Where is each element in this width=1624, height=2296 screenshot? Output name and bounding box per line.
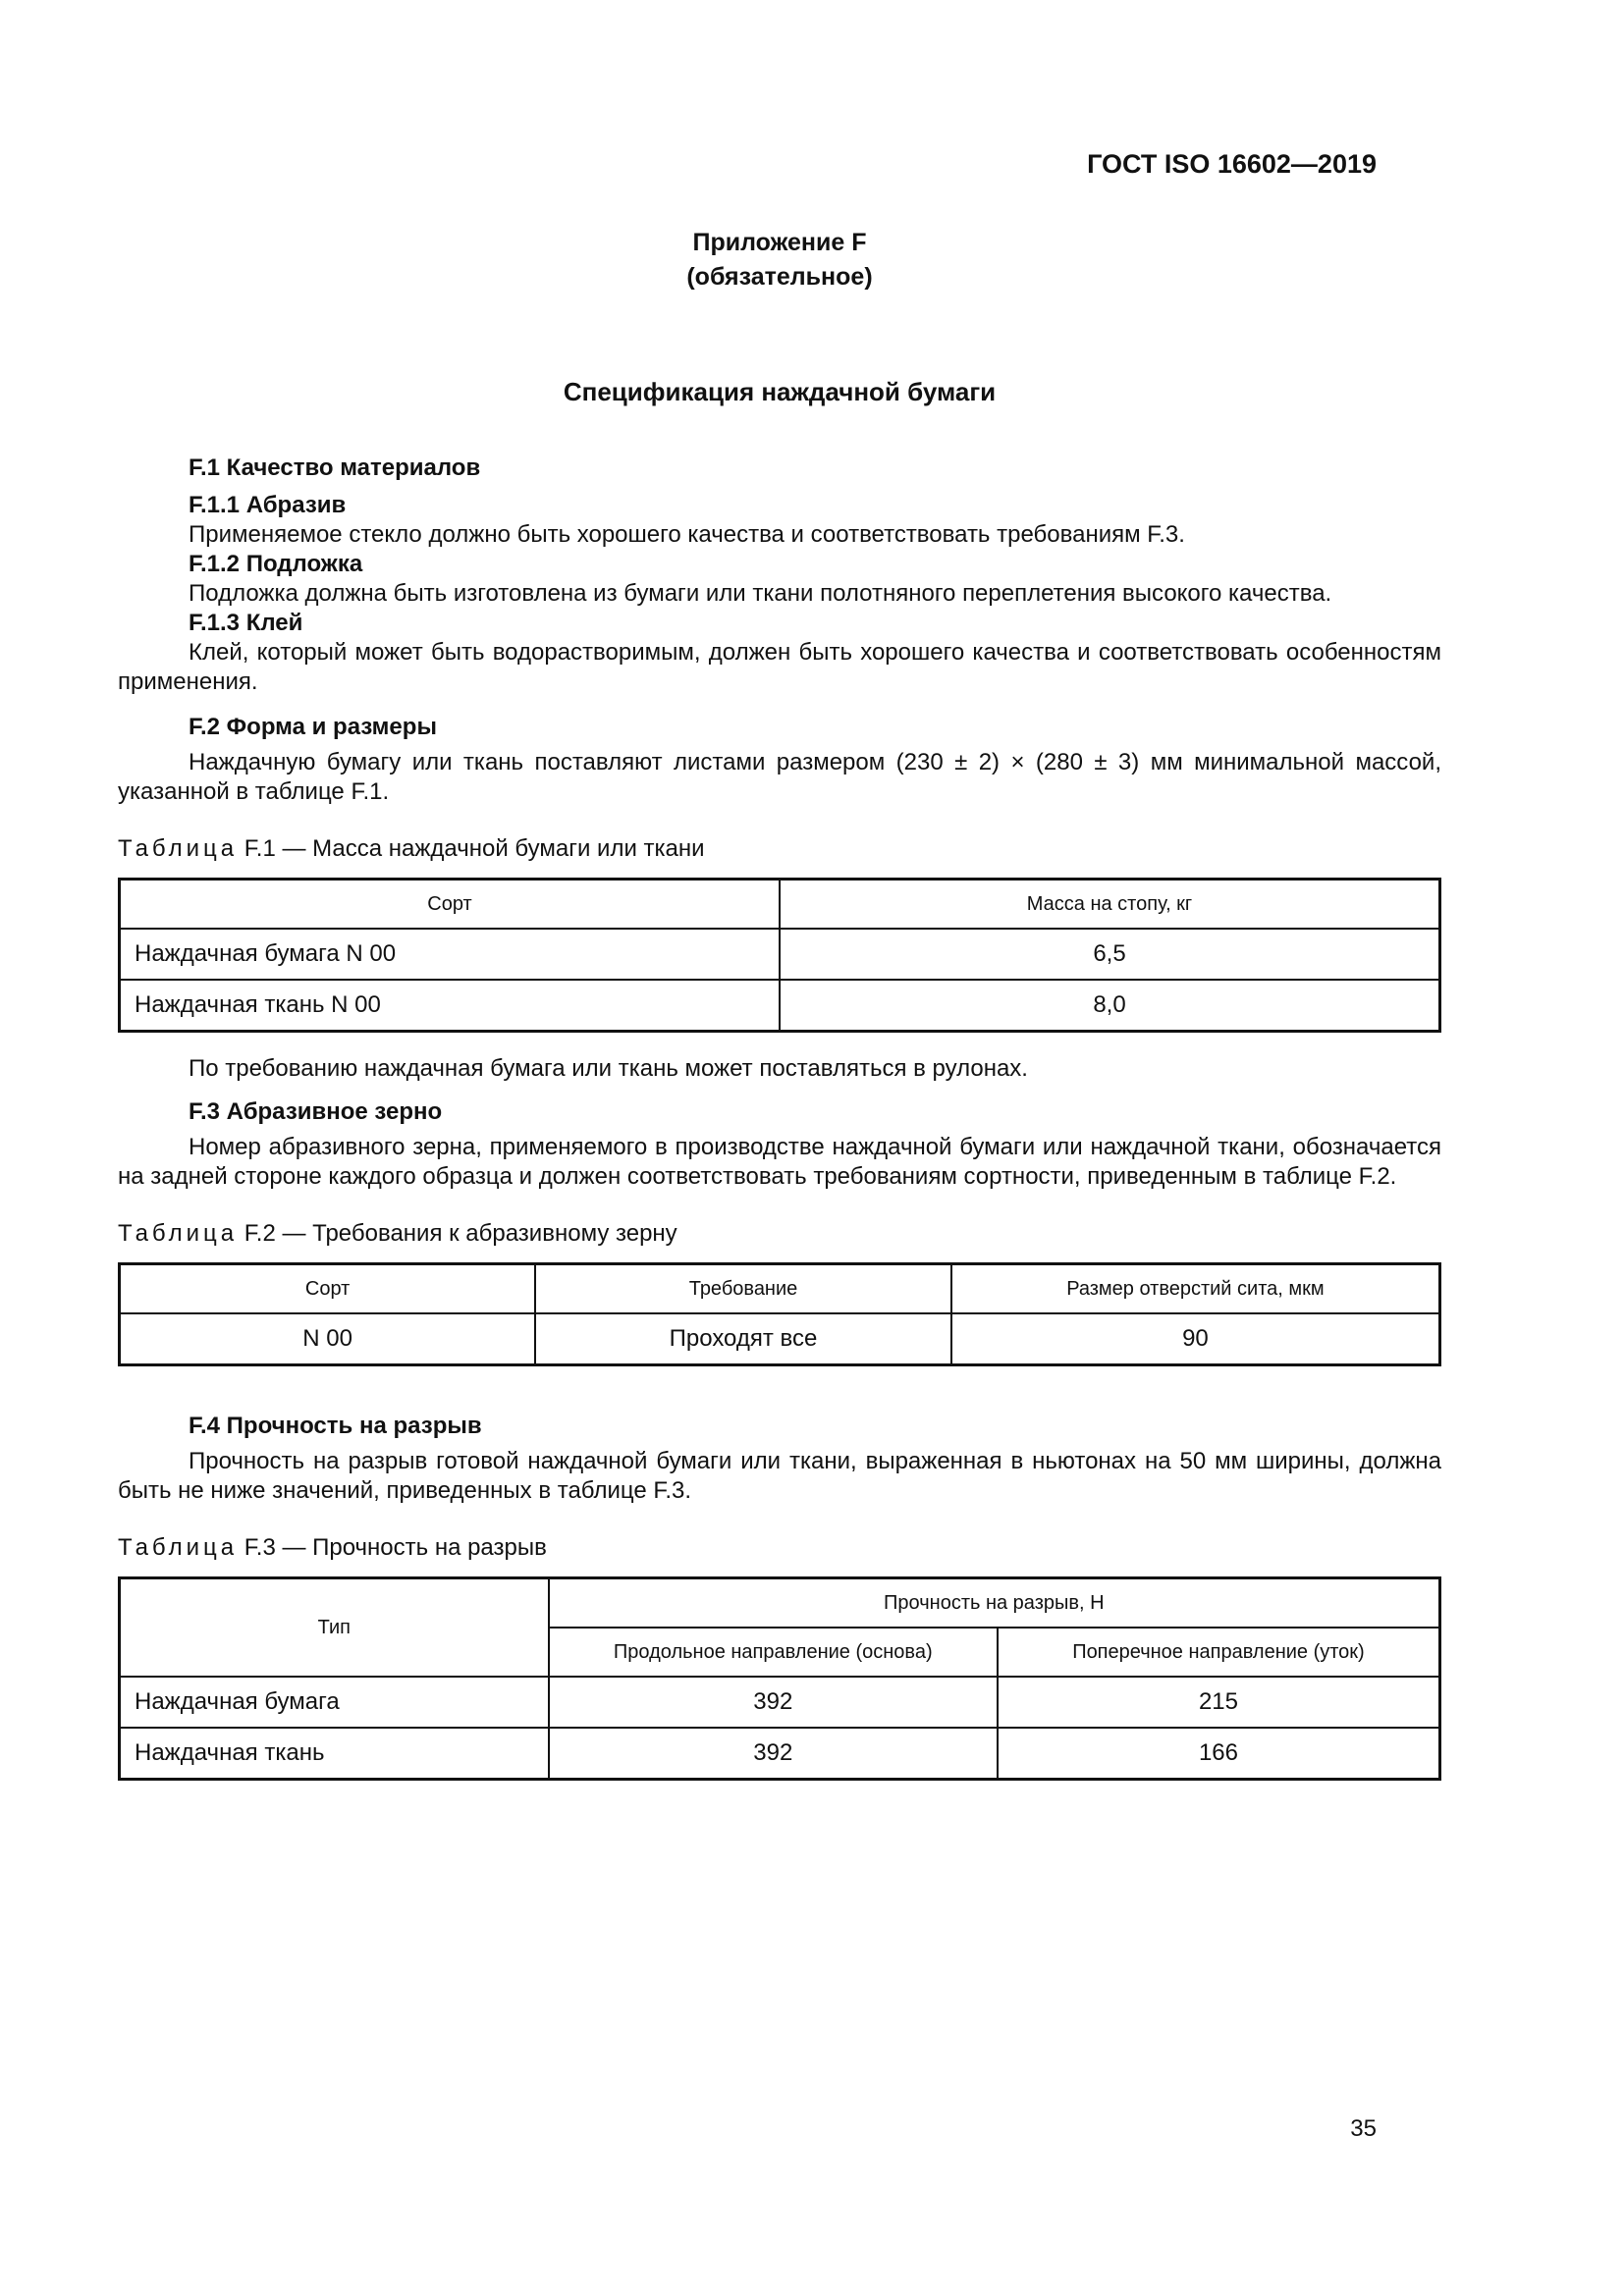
standard-header: ГОСТ ISO 16602—2019 — [1087, 149, 1377, 179]
table-cell: 166 — [998, 1728, 1440, 1780]
appendix-status: (обязательное) — [686, 263, 873, 291]
table-f1 — [118, 878, 1441, 1033]
section-f12-text: Подложка должна быть изготовлена из бумаги или ткани полотняного переплетения высокого качества. — [189, 580, 1332, 607]
table-cell: 6,5 — [780, 929, 1440, 980]
table-cell: 215 — [998, 1677, 1440, 1728]
table-header-row — [120, 1578, 1440, 1629]
table-header-cell: Сорт — [120, 880, 781, 930]
table-cell: Наждачная бумага N 00 — [120, 929, 781, 980]
table-header-cell: Сорт — [120, 1264, 536, 1314]
table-row — [120, 929, 1440, 980]
table-f2-caption-text: F.2 — Требования к абразивному зерну — [238, 1220, 677, 1247]
section-f12-heading: F.1.2 Подложка — [189, 551, 363, 577]
section-f11-heading: F.1.1 Абразив — [189, 492, 347, 518]
page-number: 35 — [1350, 2115, 1377, 2142]
table-row — [120, 980, 1440, 1032]
table-f1-caption-text: F.1 — Масса наждачной бумаги или ткани — [238, 835, 705, 862]
table-cell: 392 — [549, 1728, 998, 1780]
table-f3-caption — [118, 1533, 1441, 1563]
table-header-cell: Тип — [120, 1578, 549, 1678]
section-f11-text: Применяемое стекло должно быть хорошего качества и соответствовать требованиям F.3. — [189, 521, 1185, 548]
section-f1-heading: F.1 Качество материалов — [189, 454, 481, 481]
table-f1-caption — [118, 834, 1441, 864]
table-header-row — [120, 1264, 1440, 1314]
table-header-cell: Прочность на разрыв, Н — [549, 1578, 1440, 1629]
table-cell: 8,0 — [780, 980, 1440, 1032]
table-cell: Наждачная ткань — [120, 1728, 549, 1780]
section-f3-text: Номер абразивного зерна, применяемого в производстве наждачной бумаги или наждачной ткани, обозначается на задней стороне каждого образца и должен соответствовать требованиям сортности, приведенным в таблице F.2. — [118, 1134, 1441, 1190]
table-f2-caption — [118, 1219, 1441, 1249]
table-f3-caption-text: F.3 — Прочность на разрыв — [238, 1534, 547, 1561]
table-header-cell: Продольное направление (основа) — [549, 1628, 998, 1677]
table-row — [120, 1313, 1440, 1365]
document-body — [118, 454, 1441, 1781]
section-f4-heading: F.4 Прочность на разрыв — [189, 1413, 482, 1439]
document-title: Спецификация наждачной бумаги — [563, 377, 997, 406]
table-word: Таблица — [118, 835, 239, 862]
table-row — [120, 1677, 1440, 1728]
table-cell: Наждачная ткань N 00 — [120, 980, 781, 1032]
section-f13-text: Клей, который может быть водорастворимым, должен быть хорошего качества и соответствовать особенностям применения. — [118, 639, 1441, 695]
table-header-cell: Масса на стопу, кг — [780, 880, 1440, 930]
table-cell: 90 — [951, 1313, 1440, 1365]
table-word: Таблица — [118, 1534, 239, 1561]
section-f2-heading: F.2 Форма и размеры — [189, 714, 437, 740]
table-cell: 392 — [549, 1677, 998, 1728]
table-cell: Проходят все — [535, 1313, 951, 1365]
section-f4-text: Прочность на разрыв готовой наждачной бумаги или ткани, выраженная в ньютонах на 50 мм ширины, должна быть не ниже значений, приведенных в таблице F.3. — [118, 1448, 1441, 1504]
after-table-f1-text: По требованию наждачная бумага или ткань может поставляться в рулонах. — [189, 1055, 1028, 1082]
table-row — [120, 1728, 1440, 1780]
table-header-cell: Требование — [535, 1264, 951, 1314]
table-word: Таблица — [118, 1220, 239, 1247]
section-f3-heading: F.3 Абразивное зерно — [189, 1098, 443, 1125]
section-f13-heading: F.1.3 Клей — [189, 610, 303, 636]
section-f2-text: Наждачную бумагу или ткань поставляют листами размером (230 ± 2) × (280 ± 3) мм минимальной массой, указанной в таблице F.1. — [118, 749, 1441, 805]
table-header-cell: Поперечное направление (уток) — [998, 1628, 1440, 1677]
table-header-row — [120, 880, 1440, 930]
appendix-title: Приложение F — [692, 229, 867, 256]
table-cell: Наждачная бумага — [120, 1677, 549, 1728]
table-header-cell: Размер отверстий сита, мкм — [951, 1264, 1440, 1314]
appendix-heading — [118, 226, 1441, 294]
table-f2 — [118, 1262, 1441, 1366]
table-f3 — [118, 1576, 1441, 1781]
table-cell: N 00 — [120, 1313, 536, 1365]
